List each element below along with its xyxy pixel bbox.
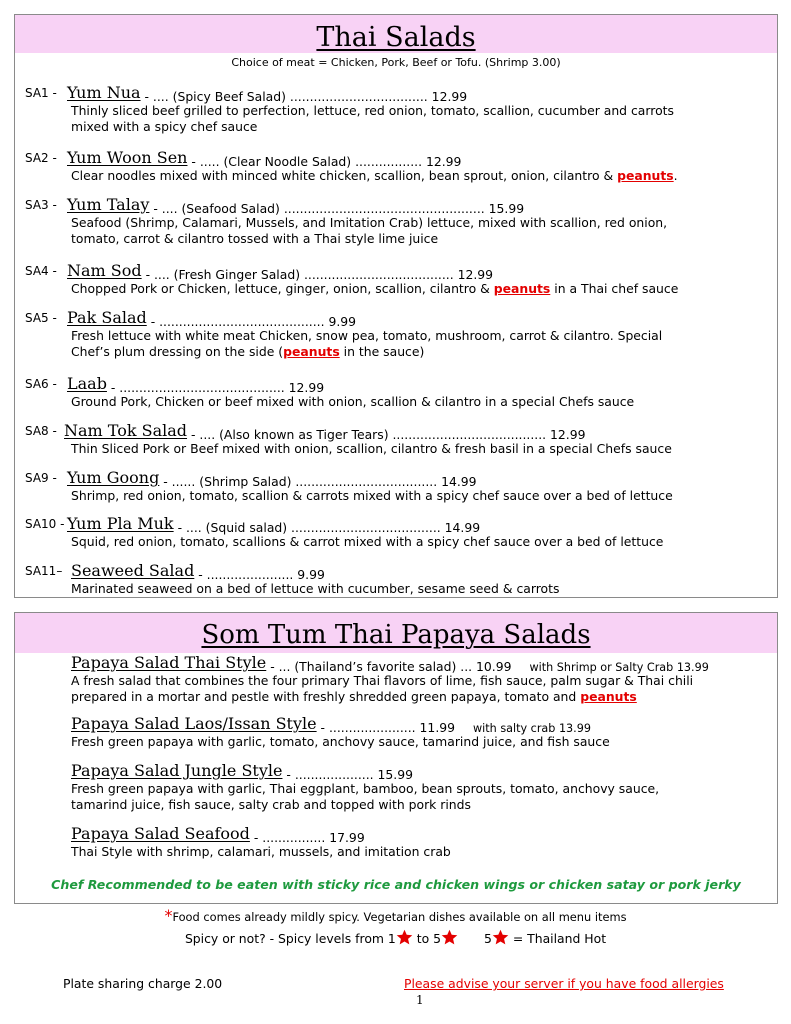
salad-code: SA2 - (25, 151, 57, 165)
allergy-warning: Please advise your server if you have food allergies (404, 976, 724, 991)
description-line: Thin Sliced Pork or Beef mixed with onion, scallion, cilantro & fresh basil in a special Chefs sauce (71, 441, 672, 456)
plate-sharing-charge: Plate sharing charge 2.00 (63, 976, 223, 991)
papaya-description (71, 673, 777, 705)
spicy-note (0, 906, 791, 925)
description-line: Fresh green papaya with garlic, Thai eggplant, bamboo, bean sprouts, tomato, anchovy sauce, (71, 781, 660, 796)
salad-name: Nam Sod (67, 261, 142, 280)
papaya-name: Papaya Salad Seafood (71, 824, 250, 843)
description-line: Ground Pork, Chicken or beef mixed with onion, scallion & cilantro in a special Chefs sauce (71, 394, 635, 409)
salad-code: SA11– (25, 564, 63, 578)
papaya-description (71, 781, 777, 813)
salad-name-and-price (67, 308, 357, 330)
item-description (71, 168, 777, 184)
papaya-price-line: - .................... 15.99 (282, 767, 414, 782)
spicy-levels-text: Spicy or not? - Spicy levels from 1 (184, 931, 396, 946)
salad-title-line (15, 512, 777, 534)
salad-price-line: - .... (Seafood Salad) ................................................... 15.99 (149, 201, 525, 216)
spicy-levels (0, 929, 791, 946)
salad-item (15, 259, 777, 297)
peanuts-warning: peanuts (493, 281, 551, 296)
salad-title-line (15, 419, 777, 441)
salad-item (15, 81, 777, 135)
salad-price-line: - ...................... 9.99 (194, 567, 325, 582)
description-line: Shrimp, red onion, tomato, scallion & carrots mixed with a spicy chef sauce over a bed of lettuce (71, 488, 673, 503)
papaya-item (15, 712, 777, 750)
salad-name-and-price (67, 261, 494, 283)
chef-recommendation: Chef Recommended to be eaten with sticky rice and chicken wings or chicken satay or pork jerky (51, 877, 741, 892)
salad-price-line: - .... (Squid salad) ...................................... 14.99 (173, 520, 481, 535)
description-text: in a Thai chef sauce (550, 281, 679, 296)
description-line: Squid, red onion, tomato, scallions & carrot mixed with a spicy chef sauce over a bed of lettuce (71, 534, 664, 549)
salad-name: Yum Goong (67, 468, 160, 487)
salad-item (15, 306, 777, 360)
salad-code: SA6 - (25, 377, 57, 391)
salad-description (71, 394, 777, 410)
salad-price-line: - .......................................... 12.99 (106, 380, 325, 395)
salad-title-line (15, 372, 777, 394)
description-text: Chef’s plum dressing on the side ( (71, 344, 284, 359)
thai-salads-title: Thai Salads (316, 22, 476, 53)
salad-name-and-price (67, 374, 325, 396)
description-line: Thai Style with shrimp, calamari, mussels, and imitation crab (71, 844, 451, 859)
salad-price-line: - .... (Also known as Tiger Tears) ....................................... 12.99 (187, 427, 586, 442)
papaya-salads-section (14, 612, 778, 904)
papaya-description (71, 734, 777, 750)
salad-code: SA10 - (25, 517, 65, 531)
salad-title-line (15, 466, 777, 488)
mild-spicy-text: Food comes already mildly spicy. Vegetarian dishes available on all menu items (172, 910, 627, 924)
salad-code: SA1 - (25, 86, 57, 100)
description-text: . (673, 168, 678, 183)
salad-name-and-price (67, 195, 525, 217)
salad-description (71, 281, 777, 297)
papaya-item (15, 759, 777, 813)
salad-name: Seaweed Salad (71, 561, 195, 580)
peanuts-warning: peanuts (617, 168, 674, 183)
salad-description (71, 441, 777, 457)
papaya-title-line (15, 822, 777, 844)
papaya-name-and-price (71, 824, 365, 846)
salad-description (71, 168, 777, 184)
description-line: mixed with a spicy chef sauce (71, 119, 258, 134)
salad-code: SA5 - (25, 311, 57, 325)
description-text: Clear noodles mixed with minced white chicken, scallion, bean sprout, onion, cilantro & (71, 168, 618, 183)
salad-description (71, 328, 777, 360)
papaya-salads-header (15, 613, 777, 653)
papaya-price-line: - ... (Thailand’s favorite salad) ... 10.99 (266, 659, 512, 674)
papaya-price-line: - ................ 17.99 (249, 830, 365, 845)
salad-item (15, 512, 777, 550)
description-line: A fresh salad that combines the four primary Thai flavors of lime, fish sauce, palm sugar & Thai chili (71, 673, 694, 688)
salad-code: SA8 - (25, 424, 57, 438)
salad-name-and-price (64, 421, 586, 443)
salad-item (15, 146, 777, 184)
salad-item (15, 193, 777, 247)
papaya-name-and-price (71, 653, 709, 675)
description-line: Fresh lettuce with white meat Chicken, snow pea, tomato, mushroom, carrot & cilantro. Special (71, 328, 663, 343)
papaya-extra-option: with Shrimp or Salty Crab 13.99 (529, 661, 709, 674)
salad-title-line (15, 146, 777, 168)
papaya-name: Papaya Salad Jungle Style (71, 761, 283, 780)
papaya-name: Papaya Salad Thai Style (71, 653, 267, 672)
description-line: Fresh green papaya with garlic, tomato, anchovy sauce, tamarind juice, and fish sauce (71, 734, 610, 749)
peanuts-warning: peanuts (580, 689, 637, 704)
salad-code: SA9 - (25, 471, 57, 485)
salad-price-line: - ..... (Clear Noodle Salad) ................. 12.99 (187, 154, 462, 169)
salad-price-line: - .......................................... 9.99 (146, 314, 357, 329)
asterisk-icon: * (164, 906, 173, 925)
red-star-icon (492, 929, 509, 946)
meat-choice-note: Choice of meat = Chicken, Pork, Beef or Tofu. (Shrimp 3.00) (231, 56, 561, 69)
description-text: in the sauce) (339, 344, 425, 359)
salad-name-and-price (67, 514, 481, 536)
salad-name-and-price (67, 148, 462, 170)
description-line: Thinly sliced beef grilled to perfection, lettuce, red onion, tomato, scallion, cucumber and carrots (71, 103, 674, 118)
papaya-title-line (15, 759, 777, 781)
salad-description (71, 215, 777, 247)
salad-item (15, 372, 777, 410)
salad-item (15, 419, 777, 457)
salad-description (71, 488, 777, 504)
salad-price-line: - ...... (Shrimp Salad) .................................... 14.99 (159, 474, 477, 489)
thai-salads-section (14, 14, 778, 598)
description-line: Marinated seaweed on a bed of lettuce with cucumber, sesame seed & carrots (71, 581, 560, 596)
spicy-levels-to: to 5 (412, 931, 441, 946)
papaya-title-line (15, 651, 777, 673)
salad-title-line (15, 259, 777, 281)
salad-code: SA3 - (25, 198, 57, 212)
salad-item (15, 466, 777, 504)
salad-name: Yum Pla Muk (67, 514, 174, 533)
item-description (71, 344, 777, 360)
papaya-item (15, 651, 777, 705)
salad-item (15, 559, 777, 597)
salad-title-line (15, 193, 777, 215)
page-number: 1 (416, 993, 424, 1007)
salad-name-and-price (67, 83, 468, 105)
salad-description (71, 581, 777, 597)
salad-name: Yum Woon Sen (67, 148, 188, 167)
salad-title-line (15, 81, 777, 103)
papaya-price-line: - ...................... 11.99 (316, 720, 456, 735)
papaya-name: Papaya Salad Laos/Issan Style (71, 714, 317, 733)
item-description (71, 689, 777, 705)
description-line: Seafood (Shrimp, Calamari, Mussels, and Imitation Crab) lettuce, mixed with scallion, red onion, (71, 215, 668, 230)
papaya-item (15, 822, 777, 860)
description-line: tamarind juice, fish sauce, salty crab and topped with pork rinds (71, 797, 471, 812)
papaya-name-and-price (71, 714, 591, 736)
salad-name: Nam Tok Salad (64, 421, 188, 440)
thai-salads-header (15, 15, 777, 53)
salad-name: Laab (67, 374, 107, 393)
salad-title-line (15, 559, 777, 581)
papaya-title-line (15, 712, 777, 734)
salad-name: Yum Nua (67, 83, 141, 102)
description-text: prepared in a mortar and pestle with freshly shredded green papaya, tomato and (71, 689, 581, 704)
salad-description (71, 103, 777, 135)
thailand-hot-level: 5 (484, 931, 492, 946)
salad-description (71, 534, 777, 550)
salad-name: Yum Talay (67, 195, 150, 214)
salad-title-line (15, 306, 777, 328)
salad-name-and-price (71, 561, 325, 583)
peanuts-warning: peanuts (283, 344, 340, 359)
red-star-icon (396, 929, 413, 946)
salad-price-line: - .... (Spicy Beef Salad) ................................... 12.99 (140, 89, 468, 104)
salad-price-line: - .... (Fresh Ginger Salad) ...................................... 12.99 (141, 267, 494, 282)
papaya-extra-option: with salty crab 13.99 (473, 722, 591, 735)
description-text: Chopped Pork or Chicken, lettuce, ginger, onion, scallion, cilantro & (71, 281, 494, 296)
papaya-name-and-price (71, 761, 414, 783)
salad-name: Pak Salad (67, 308, 147, 327)
salad-code: SA4 - (25, 264, 57, 278)
thailand-hot-text: = Thailand Hot (508, 931, 607, 946)
red-star-icon (441, 929, 458, 946)
description-line: tomato, carrot & cilantro tossed with a Thai style lime juice (71, 231, 439, 246)
papaya-description (71, 844, 777, 860)
salad-name-and-price (67, 468, 477, 490)
item-description (71, 281, 777, 297)
papaya-salads-title: Som Tum Thai Papaya Salads (201, 620, 591, 650)
